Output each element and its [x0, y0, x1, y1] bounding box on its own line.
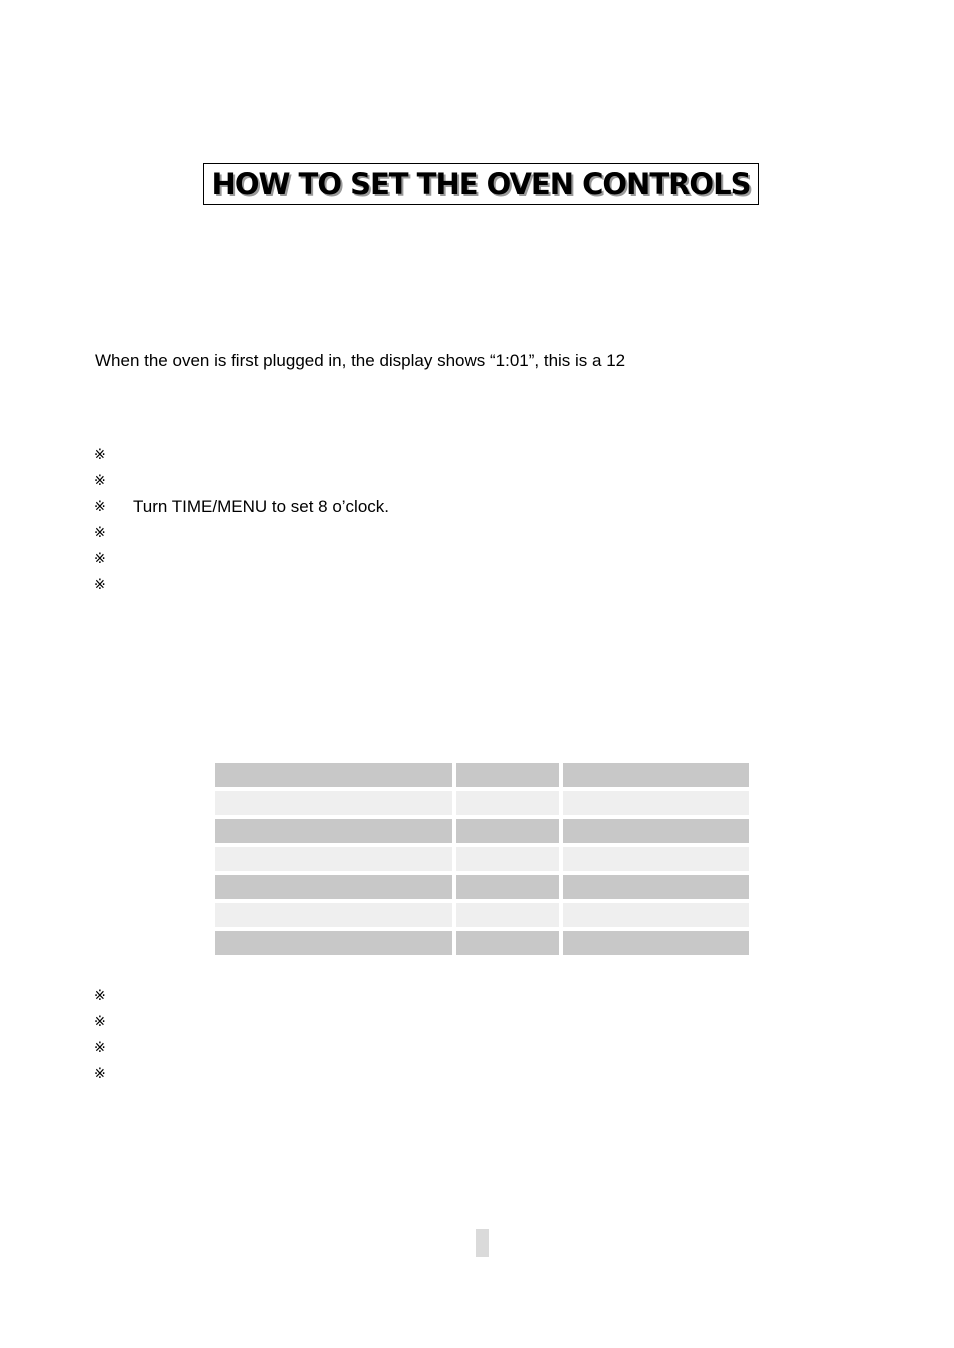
table-cell — [563, 819, 749, 843]
table-cell — [215, 903, 452, 927]
table-cell — [456, 847, 559, 871]
reference-mark-icon: ※ — [94, 1014, 106, 1030]
page-title: HOW TO SET THE OVEN CONTROLS — [211, 167, 751, 201]
table-cell — [563, 903, 749, 927]
list-item — [94, 1009, 794, 1035]
table-row — [215, 903, 749, 927]
table-row — [215, 931, 749, 955]
reference-mark-icon: ※ — [94, 473, 106, 489]
table-cell — [215, 819, 452, 843]
reference-mark-icon: ※ — [94, 525, 106, 541]
list-item — [94, 1061, 794, 1087]
list-item-text: Turn TIME/MENU to set 8 o’clock. — [133, 497, 390, 516]
list-item — [94, 442, 794, 468]
reference-mark-icon: ※ — [94, 577, 106, 593]
reference-mark-icon: ※ — [94, 499, 106, 515]
reference-mark-icon: ※ — [94, 551, 106, 567]
table-cell — [563, 763, 749, 787]
table-cell — [215, 875, 452, 899]
table-cell — [456, 819, 559, 843]
list-item — [94, 468, 794, 494]
table-cell — [563, 931, 749, 955]
table-cell — [215, 931, 452, 955]
list-item — [94, 983, 794, 1009]
page-title-box — [203, 163, 759, 205]
table-cell — [563, 791, 749, 815]
table-row — [215, 763, 749, 787]
page-number-box — [476, 1229, 489, 1257]
clock-steps-list — [94, 442, 794, 598]
table-cell — [563, 847, 749, 871]
reference-mark-icon: ※ — [94, 447, 106, 463]
table-cell — [456, 763, 559, 787]
list-item — [94, 572, 794, 598]
list-item — [94, 1035, 794, 1061]
reference-mark-icon: ※ — [94, 1040, 106, 1056]
table-row — [215, 819, 749, 843]
table-cell — [215, 763, 452, 787]
notes-list — [94, 983, 794, 1087]
list-item — [94, 520, 794, 546]
reference-mark-icon: ※ — [94, 988, 106, 1004]
table-row — [215, 791, 749, 815]
table-cell — [215, 847, 452, 871]
settings-table — [215, 763, 749, 955]
table-cell — [215, 791, 452, 815]
table-cell — [563, 875, 749, 899]
table-cell — [456, 931, 559, 955]
table-row — [215, 847, 749, 871]
table-cell — [456, 791, 559, 815]
list-item — [94, 546, 794, 572]
table-cell — [456, 903, 559, 927]
table-row — [215, 875, 749, 899]
list-item — [94, 494, 794, 520]
intro-paragraph: When the oven is first plugged in, the display shows “1:01”, this is a 12 — [95, 351, 626, 370]
reference-mark-icon: ※ — [94, 1066, 106, 1082]
table-cell — [456, 875, 559, 899]
